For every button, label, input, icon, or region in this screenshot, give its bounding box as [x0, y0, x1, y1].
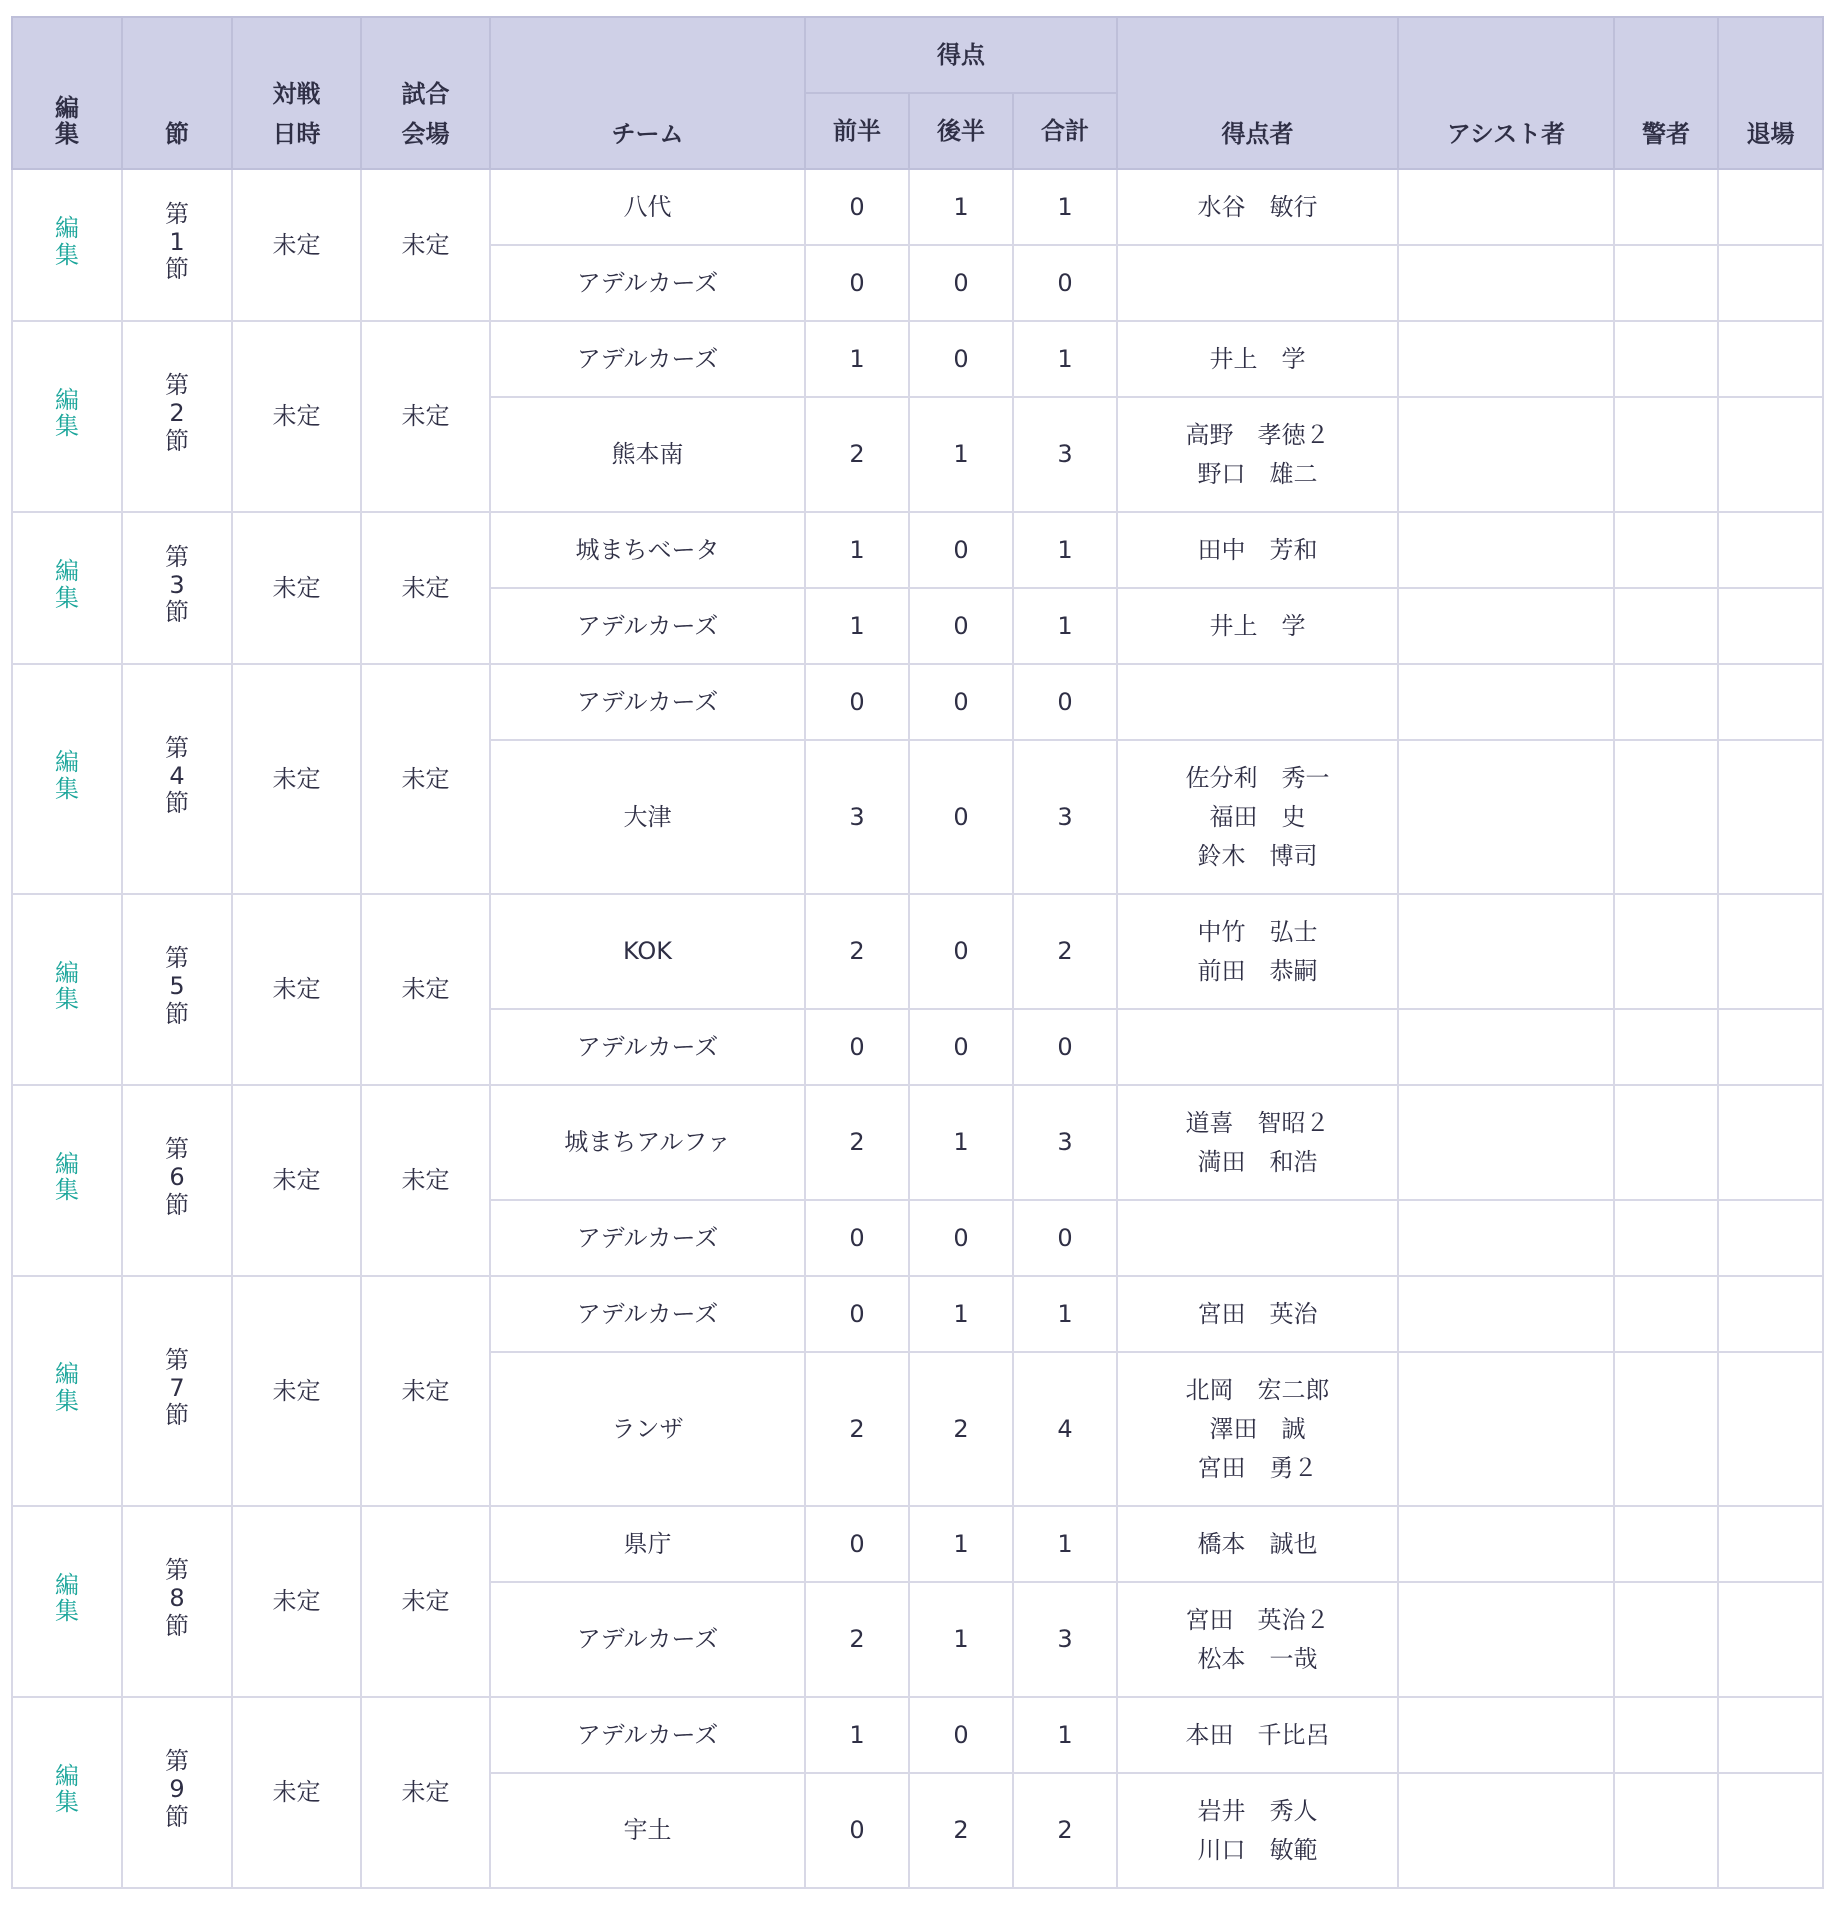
team-cell: 熊本南 [490, 397, 805, 512]
scorers-cell [1117, 894, 1398, 1009]
round-cell [122, 512, 232, 664]
scorer-name: 川口 敏範 [1197, 1835, 1318, 1864]
datetime-cell: 未定 [232, 1697, 361, 1888]
total-cell: 3 [1013, 1085, 1117, 1200]
venue-cell: 未定 [361, 321, 490, 512]
yellow-cell [1614, 1276, 1718, 1352]
edit-link[interactable]: 編集 [55, 748, 79, 803]
edit-link[interactable]: 編集 [55, 1360, 79, 1415]
total-cell: 1 [1013, 512, 1117, 588]
red-cell [1718, 740, 1823, 894]
red-cell [1718, 1085, 1823, 1200]
yellow-cell [1614, 169, 1718, 245]
header-datetime: 対戦日時 [232, 17, 361, 169]
scorer-name: 岩井 秀人 [1197, 1796, 1318, 1825]
scorer-name: 野口 雄二 [1197, 459, 1318, 488]
yellow-cell [1614, 321, 1718, 397]
datetime-cell: 未定 [232, 512, 361, 664]
venue-cell: 未定 [361, 1697, 490, 1888]
total-cell: 1 [1013, 1506, 1117, 1582]
scorer-name: 水谷 敏行 [1197, 192, 1318, 221]
table-row [12, 321, 1823, 397]
assists-cell [1398, 1697, 1614, 1773]
yellow-cell [1614, 740, 1718, 894]
round-label: 第1節 [165, 199, 189, 284]
table-row [12, 894, 1823, 1009]
venue-cell: 未定 [361, 1506, 490, 1697]
assists-cell [1398, 664, 1614, 740]
assists-cell [1398, 321, 1614, 397]
edit-cell [12, 1697, 122, 1888]
scorers-cell [1117, 1085, 1398, 1200]
yellow-cell [1614, 894, 1718, 1009]
red-cell [1718, 588, 1823, 664]
header-assists: アシスト者 [1398, 17, 1614, 169]
round-cell [122, 1697, 232, 1888]
round-cell [122, 894, 232, 1085]
red-cell [1718, 1200, 1823, 1276]
table-header [12, 17, 1823, 169]
team-cell: 宇土 [490, 1773, 805, 1888]
second-half-cell: 0 [909, 1697, 1013, 1773]
scorer-name: 佐分利 秀一 [1185, 763, 1330, 792]
assists-cell [1398, 1352, 1614, 1506]
yellow-cell [1614, 664, 1718, 740]
edit-link[interactable]: 編集 [55, 557, 79, 612]
scorer-name: 井上 学 [1209, 611, 1306, 640]
header-total: 合計 [1013, 93, 1117, 169]
first-half-cell: 2 [805, 397, 909, 512]
team-cell: 大津 [490, 740, 805, 894]
scorers-cell [1117, 740, 1398, 894]
red-cell [1718, 245, 1823, 321]
edit-cell [12, 321, 122, 512]
team-cell: アデルカーズ [490, 1009, 805, 1085]
match-results-table [11, 16, 1824, 1889]
scorer-name: 北岡 宏二郎 [1185, 1375, 1330, 1404]
header-first-half: 前半 [805, 93, 909, 169]
edit-link[interactable]: 編集 [55, 385, 79, 441]
second-half-cell: 1 [909, 1085, 1013, 1200]
second-half-cell: 0 [909, 588, 1013, 664]
scorer-name: 宮田 英治 [1197, 1299, 1318, 1328]
datetime-cell: 未定 [232, 169, 361, 321]
scorer-name: 道喜 智昭２ [1185, 1108, 1330, 1137]
total-cell: 1 [1013, 1276, 1117, 1352]
header-edit: 編集 [12, 17, 122, 169]
total-cell: 1 [1013, 169, 1117, 245]
yellow-cell [1614, 1085, 1718, 1200]
second-half-cell: 0 [909, 740, 1013, 894]
round-label: 第5節 [165, 944, 189, 1028]
second-half-cell: 1 [909, 397, 1013, 512]
header-second-half: 後半 [909, 93, 1013, 169]
yellow-cell [1614, 397, 1718, 512]
red-cell [1718, 512, 1823, 588]
yellow-cell [1614, 1582, 1718, 1697]
team-cell: アデルカーズ [490, 1276, 805, 1352]
team-cell: アデルカーズ [490, 588, 805, 664]
yellow-cell [1614, 1200, 1718, 1276]
first-half-cell: 2 [805, 1085, 909, 1200]
red-cell [1718, 664, 1823, 740]
round-cell [122, 169, 232, 321]
red-cell [1718, 894, 1823, 1009]
table-row [12, 664, 1823, 740]
edit-link[interactable]: 編集 [55, 958, 79, 1014]
second-half-cell: 1 [909, 1506, 1013, 1582]
scorers-cell [1117, 169, 1398, 245]
total-cell: 0 [1013, 1009, 1117, 1085]
red-cell [1718, 1582, 1823, 1697]
round-cell [122, 1276, 232, 1506]
total-cell: 3 [1013, 740, 1117, 894]
yellow-cell [1614, 1697, 1718, 1773]
total-cell: 1 [1013, 588, 1117, 664]
edit-cell [12, 1085, 122, 1276]
team-cell: アデルカーズ [490, 664, 805, 740]
team-cell: アデルカーズ [490, 321, 805, 397]
round-label: 第2節 [165, 371, 189, 455]
table-row [12, 1506, 1823, 1582]
scorer-name: 宮田 英治２ [1185, 1605, 1330, 1634]
header-score-group: 得点 [805, 17, 1117, 93]
team-cell: アデルカーズ [490, 1697, 805, 1773]
second-half-cell: 0 [909, 1009, 1013, 1085]
edit-link[interactable]: 編集 [55, 1570, 79, 1626]
first-half-cell: 0 [805, 1276, 909, 1352]
round-label: 第8節 [165, 1556, 189, 1640]
venue-cell: 未定 [361, 512, 490, 664]
venue-cell: 未定 [361, 1085, 490, 1276]
red-cell [1718, 1276, 1823, 1352]
yellow-cell [1614, 1352, 1718, 1506]
assists-cell [1398, 1773, 1614, 1888]
scorer-name: 鈴木 博司 [1197, 841, 1318, 870]
yellow-cell [1614, 1773, 1718, 1888]
scorers-cell [1117, 245, 1398, 321]
team-cell: KOK [490, 894, 805, 1009]
scorer-name: 本田 千比呂 [1185, 1720, 1330, 1749]
second-half-cell: 1 [909, 1276, 1013, 1352]
team-cell: アデルカーズ [490, 1200, 805, 1276]
round-cell [122, 1085, 232, 1276]
results-table-container [11, 16, 1824, 1889]
scorers-cell [1117, 1773, 1398, 1888]
team-cell: ランザ [490, 1352, 805, 1506]
yellow-cell [1614, 245, 1718, 321]
table-row [12, 169, 1823, 245]
round-label: 第9節 [165, 1747, 189, 1831]
scorers-cell [1117, 1352, 1398, 1506]
total-cell: 4 [1013, 1352, 1117, 1506]
scorer-name: 福田 史 [1209, 802, 1306, 831]
scorer-name: 宮田 勇２ [1197, 1453, 1318, 1482]
datetime-cell: 未定 [232, 1085, 361, 1276]
table-row [12, 1697, 1823, 1773]
scorer-name: 前田 恭嗣 [1197, 956, 1318, 985]
table-row [12, 512, 1823, 588]
scorers-cell [1117, 1582, 1398, 1697]
total-cell: 1 [1013, 321, 1117, 397]
header-yellow: 警者 [1614, 17, 1718, 169]
datetime-cell: 未定 [232, 321, 361, 512]
header-red: 退場 [1718, 17, 1823, 169]
first-half-cell: 3 [805, 740, 909, 894]
edit-link[interactable]: 編集 [55, 1761, 79, 1817]
scorers-cell [1117, 588, 1398, 664]
scorer-name: 橋本 誠也 [1197, 1529, 1318, 1558]
header-round: 節 [122, 17, 232, 169]
total-cell: 0 [1013, 664, 1117, 740]
first-half-cell: 0 [805, 1773, 909, 1888]
red-cell [1718, 169, 1823, 245]
first-half-cell: 1 [805, 321, 909, 397]
first-half-cell: 0 [805, 664, 909, 740]
second-half-cell: 0 [909, 512, 1013, 588]
second-half-cell: 2 [909, 1352, 1013, 1506]
scorer-name: 田中 芳和 [1197, 535, 1318, 564]
first-half-cell: 1 [805, 1697, 909, 1773]
datetime-cell: 未定 [232, 894, 361, 1085]
total-cell: 2 [1013, 1773, 1117, 1888]
first-half-cell: 0 [805, 245, 909, 321]
assists-cell [1398, 1276, 1614, 1352]
first-half-cell: 1 [805, 588, 909, 664]
first-half-cell: 0 [805, 1200, 909, 1276]
yellow-cell [1614, 588, 1718, 664]
round-label: 第6節 [165, 1135, 189, 1219]
team-cell: 八代 [490, 169, 805, 245]
assists-cell [1398, 1085, 1614, 1200]
scorer-name: 満田 和浩 [1197, 1147, 1318, 1176]
red-cell [1718, 1352, 1823, 1506]
scorers-cell [1117, 1276, 1398, 1352]
round-cell [122, 321, 232, 512]
second-half-cell: 1 [909, 169, 1013, 245]
team-cell: アデルカーズ [490, 1582, 805, 1697]
datetime-cell: 未定 [232, 1276, 361, 1506]
edit-cell [12, 664, 122, 894]
table-body [12, 169, 1823, 1888]
assists-cell [1398, 740, 1614, 894]
venue-cell: 未定 [361, 169, 490, 321]
assists-cell [1398, 512, 1614, 588]
round-cell [122, 1506, 232, 1697]
red-cell [1718, 397, 1823, 512]
scorer-name: 井上 学 [1209, 344, 1306, 373]
assists-cell [1398, 894, 1614, 1009]
table-row [12, 1085, 1823, 1200]
total-cell: 2 [1013, 894, 1117, 1009]
assists-cell [1398, 1200, 1614, 1276]
venue-cell: 未定 [361, 1276, 490, 1506]
assists-cell [1398, 397, 1614, 512]
second-half-cell: 0 [909, 1200, 1013, 1276]
scorer-name: 澤田 誠 [1209, 1414, 1306, 1443]
yellow-cell [1614, 512, 1718, 588]
round-label: 第7節 [165, 1345, 189, 1430]
first-half-cell: 2 [805, 894, 909, 1009]
assists-cell [1398, 588, 1614, 664]
scorers-cell [1117, 512, 1398, 588]
first-half-cell: 0 [805, 1506, 909, 1582]
second-half-cell: 0 [909, 894, 1013, 1009]
red-cell [1718, 321, 1823, 397]
second-half-cell: 0 [909, 245, 1013, 321]
scorer-name: 松本 一哉 [1197, 1644, 1318, 1673]
team-cell: アデルカーズ [490, 245, 805, 321]
total-cell: 3 [1013, 1582, 1117, 1697]
scorers-cell [1117, 321, 1398, 397]
team-cell: 県庁 [490, 1506, 805, 1582]
first-half-cell: 0 [805, 1009, 909, 1085]
team-cell: 城まちベータ [490, 512, 805, 588]
venue-cell: 未定 [361, 664, 490, 894]
red-cell [1718, 1773, 1823, 1888]
second-half-cell: 2 [909, 1773, 1013, 1888]
scorers-cell [1117, 1697, 1398, 1773]
table-row [12, 1276, 1823, 1352]
scorer-name: 中竹 弘士 [1197, 917, 1318, 946]
yellow-cell [1614, 1506, 1718, 1582]
assists-cell [1398, 245, 1614, 321]
assists-cell [1398, 1506, 1614, 1582]
team-cell: 城まちアルファ [490, 1085, 805, 1200]
red-cell [1718, 1009, 1823, 1085]
scorers-cell [1117, 1506, 1398, 1582]
first-half-cell: 2 [805, 1352, 909, 1506]
total-cell: 0 [1013, 1200, 1117, 1276]
round-label: 第3節 [165, 542, 189, 627]
scorers-cell [1117, 397, 1398, 512]
red-cell [1718, 1506, 1823, 1582]
total-cell: 0 [1013, 245, 1117, 321]
assists-cell [1398, 1009, 1614, 1085]
assists-cell [1398, 169, 1614, 245]
second-half-cell: 0 [909, 664, 1013, 740]
edit-link[interactable]: 編集 [55, 214, 79, 269]
first-half-cell: 1 [805, 512, 909, 588]
round-cell [122, 664, 232, 894]
first-half-cell: 0 [805, 169, 909, 245]
venue-cell: 未定 [361, 894, 490, 1085]
round-label: 第4節 [165, 733, 189, 818]
total-cell: 3 [1013, 397, 1117, 512]
edit-cell [12, 512, 122, 664]
total-cell: 1 [1013, 1697, 1117, 1773]
header-scorers: 得点者 [1117, 17, 1398, 169]
scorer-name: 高野 孝徳２ [1185, 420, 1330, 449]
assists-cell [1398, 1582, 1614, 1697]
header-team: チーム [490, 17, 805, 169]
red-cell [1718, 1697, 1823, 1773]
edit-link[interactable]: 編集 [55, 1149, 79, 1205]
first-half-cell: 2 [805, 1582, 909, 1697]
datetime-cell: 未定 [232, 664, 361, 894]
edit-cell [12, 1506, 122, 1697]
edit-cell [12, 1276, 122, 1506]
edit-cell [12, 894, 122, 1085]
yellow-cell [1614, 1009, 1718, 1085]
datetime-cell: 未定 [232, 1506, 361, 1697]
scorers-cell [1117, 664, 1398, 740]
second-half-cell: 1 [909, 1582, 1013, 1697]
second-half-cell: 0 [909, 321, 1013, 397]
scorers-cell [1117, 1200, 1398, 1276]
scorers-cell [1117, 1009, 1398, 1085]
edit-cell [12, 169, 122, 321]
header-venue: 試合会場 [361, 17, 490, 169]
